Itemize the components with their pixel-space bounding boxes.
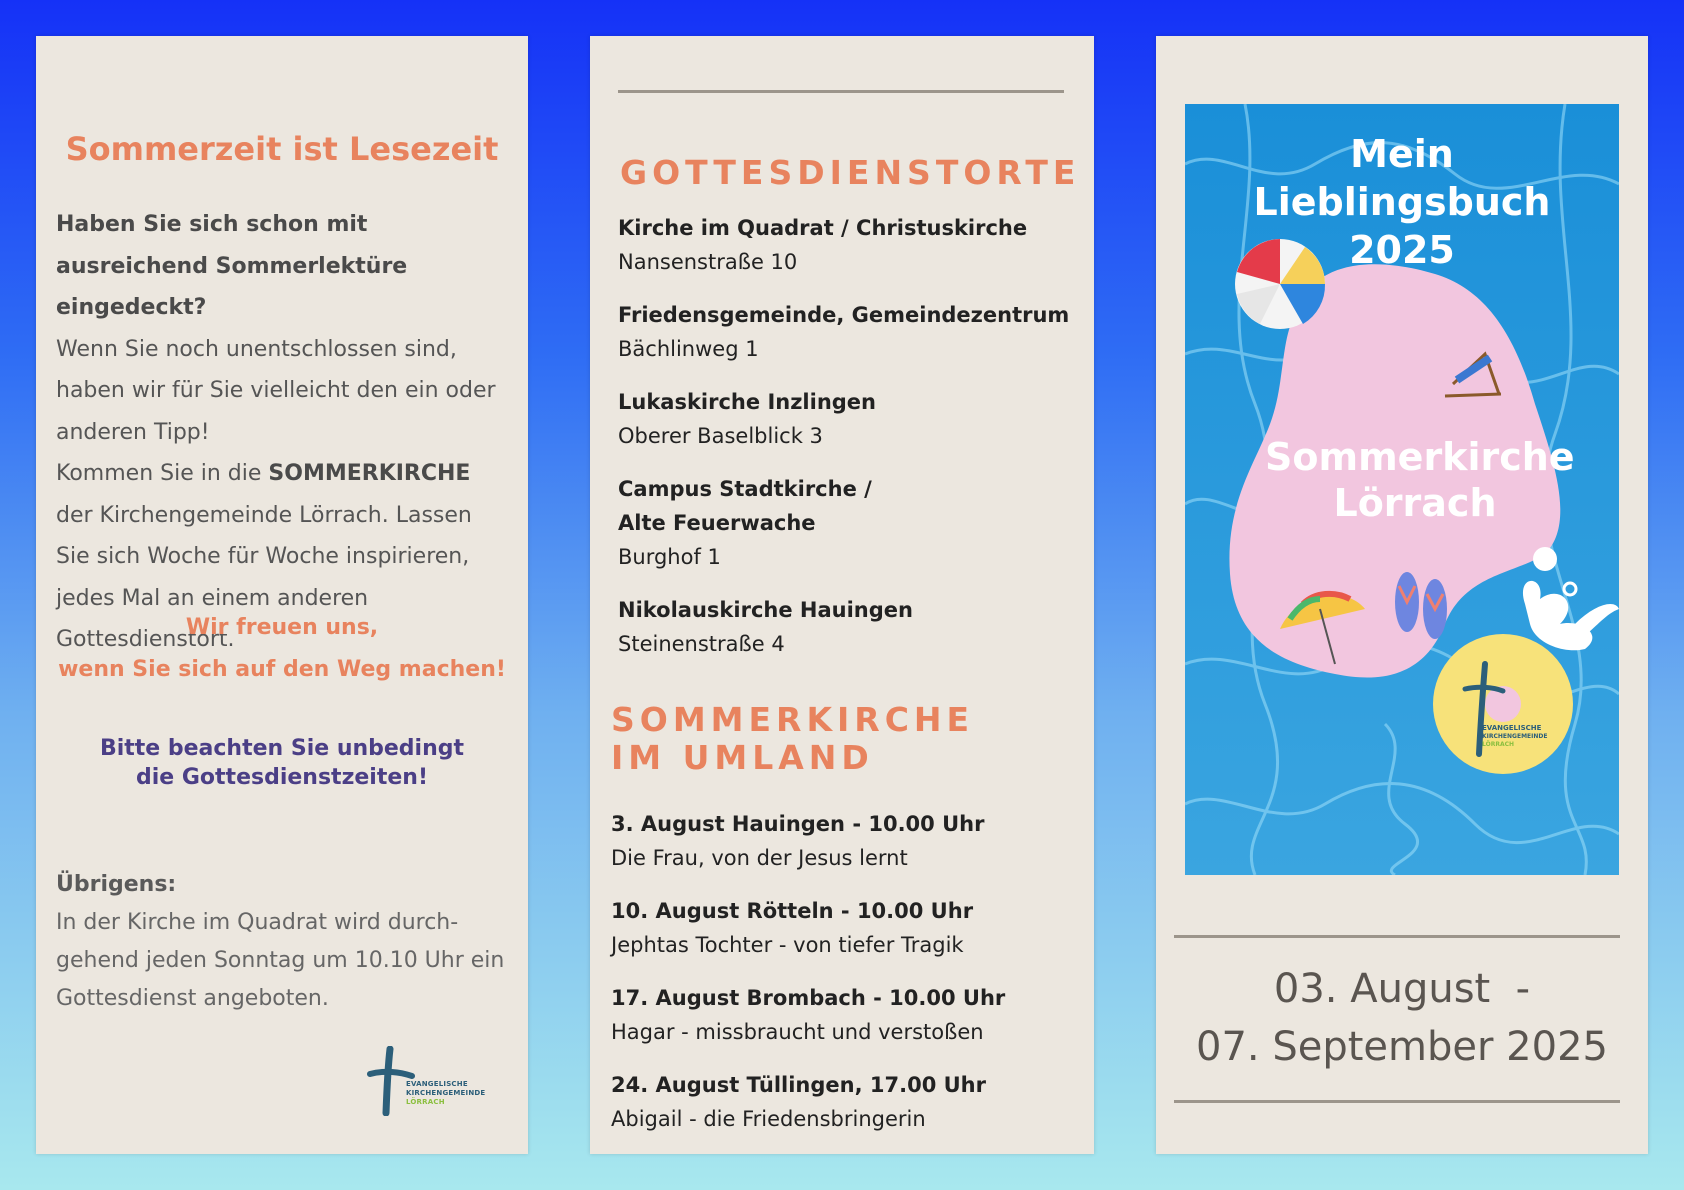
cover-image bbox=[1185, 104, 1619, 875]
event-item bbox=[611, 981, 1081, 1049]
location-name: Lukaskirche Inzlingen bbox=[618, 390, 876, 414]
left-question: Haben Sie sich schon mit ausreichend Sommerlektüre eingedeckt? bbox=[56, 212, 408, 320]
event-topic: Die Frau, von der Jesus lernt bbox=[611, 846, 908, 870]
logo-line-3: LÖRRACH bbox=[406, 1098, 445, 1106]
umland-title: SOMMERKIRCHE IM UMLAND bbox=[611, 700, 975, 777]
cover-subtitle: Sommerkirche Lörrach bbox=[1265, 435, 1575, 525]
location-name: Kirche im Quadrat / Christuskirche bbox=[618, 216, 1028, 240]
btw-heading: Übrigens: bbox=[56, 872, 177, 897]
event-when: 3. August Hauingen - 10.00 Uhr bbox=[611, 812, 985, 836]
cover-logo-line-3: LÖRRACH bbox=[1482, 741, 1515, 748]
event-item bbox=[611, 807, 1081, 875]
cover-title: Mein Lieblingsbuch 2025 bbox=[1253, 132, 1551, 272]
date-line-2: 07. September 2025 bbox=[1196, 1024, 1608, 1070]
left-body bbox=[56, 204, 512, 661]
event-topic: Abigail - die Friedensbringerin bbox=[611, 1107, 926, 1131]
left-title: Sommerzeit ist Lesezeit bbox=[65, 130, 499, 168]
location-address: Oberer Baselblick 3 bbox=[618, 424, 823, 448]
location-address: Nansenstraße 10 bbox=[618, 250, 798, 274]
location-address: Burghof 1 bbox=[618, 545, 721, 569]
locations-title: GOTTESDIENSTORTE bbox=[620, 153, 1081, 192]
btw-block bbox=[56, 866, 512, 1018]
event-item bbox=[611, 894, 1081, 962]
btw-text: In der Kirche im Quadrat wird durch-gehend jeden Sonntag um 10.10 Uhr ein Gottesdienst angeboten. bbox=[56, 910, 505, 1011]
event-item bbox=[611, 1068, 1081, 1136]
location-name: Nikolauskirche Hauingen bbox=[618, 598, 913, 622]
date-bottom-divider bbox=[1174, 1100, 1620, 1103]
left-invite-pre: Kommen Sie in die bbox=[56, 461, 269, 486]
location-item bbox=[618, 385, 1078, 453]
church-logo bbox=[366, 1046, 486, 1116]
location-name: Campus Stadtkirche / Alte Feuerwache bbox=[618, 477, 872, 535]
cover-logo-line-1: EVANGELISCHE bbox=[1482, 724, 1542, 732]
location-item bbox=[618, 298, 1078, 366]
location-item bbox=[618, 211, 1078, 279]
logo-line-1: EVANGELISCHE bbox=[406, 1080, 468, 1088]
location-address: Steinenstraße 4 bbox=[618, 632, 785, 656]
date-range bbox=[1156, 960, 1648, 1076]
date-top-divider bbox=[1174, 935, 1620, 938]
joy-line-2: wenn Sie sich auf den Weg machen! bbox=[58, 657, 506, 682]
joy-line-1: Wir freuen uns, bbox=[185, 615, 379, 640]
right-panel bbox=[1156, 36, 1648, 1154]
event-topic: Hagar - missbraucht und verstoßen bbox=[611, 1020, 984, 1044]
location-item bbox=[618, 472, 918, 574]
event-when: 10. August Rötteln - 10.00 Uhr bbox=[611, 899, 974, 923]
event-topic: Jephtas Tochter - von tiefer Tragik bbox=[611, 933, 964, 957]
logo-line-2: KIRCHENGEMEINDE bbox=[406, 1089, 486, 1097]
left-intro: Wenn Sie noch unentschlossen sind, haben wir für Sie vielleicht den ein oder anderen Tipp! bbox=[56, 336, 496, 445]
left-invite-bold: SOMMERKIRCHE bbox=[268, 461, 471, 486]
middle-panel bbox=[590, 36, 1094, 1154]
left-panel bbox=[36, 36, 528, 1154]
location-address: Bächlinweg 1 bbox=[618, 337, 759, 361]
location-item bbox=[618, 593, 1078, 661]
notice-text: Bitte beachten Sie unbedingt die Gottesdienstzeiten! bbox=[99, 736, 465, 790]
location-name: Friedensgemeinde, Gemeindezentrum bbox=[618, 303, 1070, 327]
event-when: 24. August Tüllingen, 17.00 Uhr bbox=[611, 1073, 986, 1097]
top-divider bbox=[618, 90, 1064, 93]
date-line-1: 03. August - bbox=[1273, 966, 1531, 1012]
event-when: 17. August Brombach - 10.00 Uhr bbox=[611, 986, 1006, 1010]
cover-logo-line-2: KIRCHENGEMEINDE bbox=[1482, 733, 1548, 740]
left-invite-post: der Kirchengemeinde Lörrach. Lassen Sie sich Woche für Woche inspirieren, jedes Mal an einem anderen Gottesdienstort. bbox=[56, 502, 472, 652]
